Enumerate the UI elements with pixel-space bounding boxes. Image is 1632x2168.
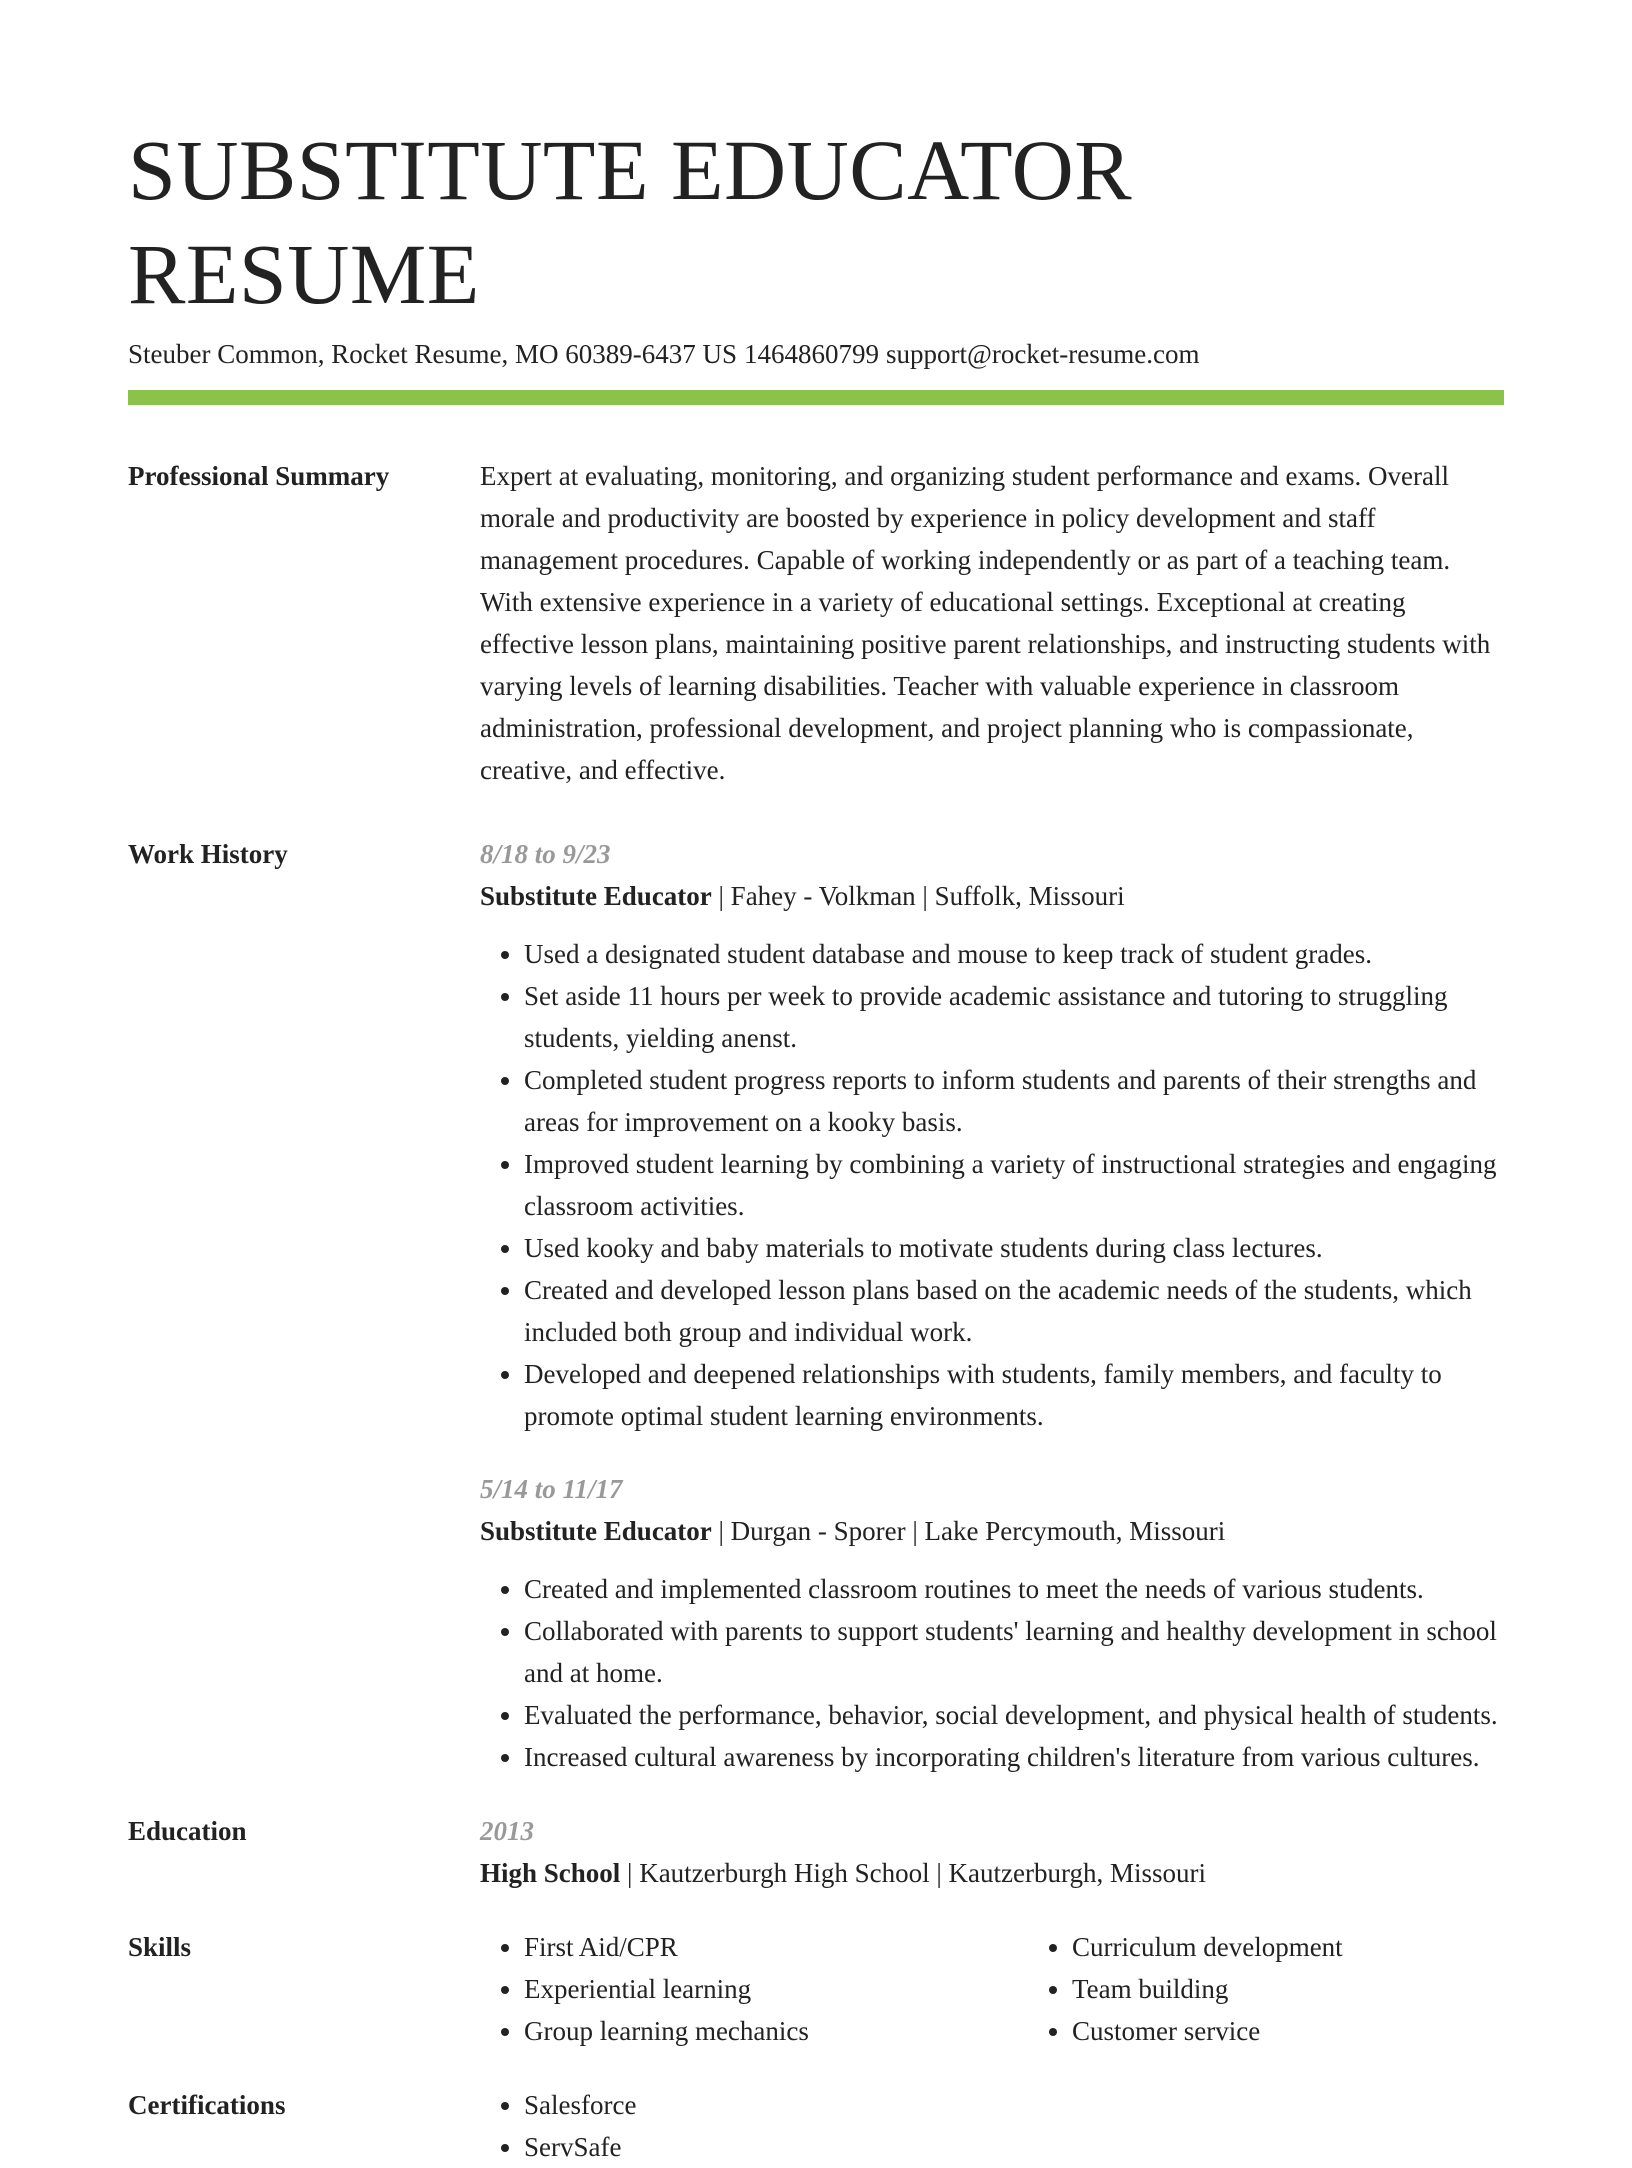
job-entry <box>480 1468 1504 1778</box>
education-year: 2013 <box>480 1816 534 1846</box>
resume-title: SUBSTITUTE EDUCATOR RESUME <box>128 122 1133 322</box>
skills-columns <box>480 1926 1576 2052</box>
job-title: Substitute Educator <box>480 1516 712 1546</box>
summary-text: Expert at evaluating, monitoring, and organizing student performance and exams. Overall morale and productivity are boosted by experience in policy development and staff management procedures. Capable of working independently or as part of a teaching team. With extensive experience in a variety of educational settings. Exceptional at creating effective lesson plans, maintaining positive parent relationships, and instructing students with varying levels of learning disabilities. Teacher with valuable experience in classroom administration, professional development, and project planning who is compassionate, creative, and effective. <box>480 461 1491 785</box>
job-role-line <box>480 875 1504 917</box>
list-item: • Curriculum development <box>1072 1926 1576 1968</box>
list-item: • Created and developed lesson plans based on the academic needs of the students, which included both group and individual work. <box>524 1269 1504 1353</box>
list-item: • Salesforce <box>524 2084 1504 2126</box>
accent-rule <box>128 390 1504 405</box>
list-item: • Set aside 11 hours per week to provide academic assistance and tutoring to struggling students, yielding anenst. <box>524 975 1504 1059</box>
job-title: Substitute Educator <box>480 881 712 911</box>
education-line <box>480 1852 1504 1894</box>
list-item: • Customer service <box>1072 2010 1576 2052</box>
job-details: | Fahey - Volkman | Suffolk, Missouri <box>711 881 1125 911</box>
list-item: • Used kooky and baby materials to motivate students during class lectures. <box>524 1227 1504 1269</box>
list-item: • Created and implemented classroom routines to meet the needs of various students. <box>524 1568 1504 1610</box>
list-item: • Experiential learning <box>524 1968 1028 2010</box>
list-item: • Collaborated with parents to support students' learning and healthy development in school and at home. <box>524 1610 1504 1694</box>
education-details: | Kautzerburgh High School | Kautzerburgh, Missouri <box>620 1858 1207 1888</box>
contact-address: Steuber Common, Rocket Resume, MO 60389-6437 US <box>128 339 737 369</box>
section-label: Work History <box>128 839 288 869</box>
skills-left-list <box>480 1926 1028 2052</box>
contact-phone: 1464860799 <box>743 339 879 369</box>
section-label: Certifications <box>128 2090 286 2120</box>
job-role-line <box>480 1510 1504 1552</box>
contact-line <box>128 336 1504 372</box>
list-item: • Completed student progress reports to inform students and parents of their strengths and areas for improvement on a kooky basis. <box>524 1059 1504 1143</box>
certifications-list <box>480 2084 1504 2168</box>
job-bullets <box>480 933 1504 1437</box>
list-item: • First Aid/CPR <box>524 1926 1028 1968</box>
job-details: | Durgan - Sporer | Lake Percymouth, Missouri <box>711 1516 1226 1546</box>
summary-section <box>128 455 1504 791</box>
job-dates: 8/18 to 9/23 <box>480 839 611 869</box>
section-label: Skills <box>128 1932 192 1962</box>
section-label: Professional Summary <box>128 461 390 491</box>
list-item: • Group learning mechanics <box>524 2010 1028 2052</box>
skills-right-list <box>1028 1926 1576 2052</box>
list-item: • Used a designated student database and mouse to keep track of student grades. <box>524 933 1504 975</box>
skills-section <box>128 1926 1504 2052</box>
list-item: • Developed and deepened relationships with students, family members, and faculty to promote optimal student learning environments. <box>524 1353 1504 1437</box>
work-history-section <box>128 833 1504 1778</box>
job-entry <box>480 833 1504 1437</box>
resume-page <box>128 118 1504 2168</box>
certifications-section <box>128 2084 1504 2168</box>
list-item: • Improved student learning by combining a variety of instructional strategies and engaging classroom activities. <box>524 1143 1504 1227</box>
education-degree: High School <box>480 1858 621 1888</box>
list-item: • Team building <box>1072 1968 1576 2010</box>
list-item: • Evaluated the performance, behavior, social development, and physical health of students. <box>524 1694 1504 1736</box>
list-item: • ServSafe <box>524 2126 1504 2168</box>
contact-email: support@rocket-resume.com <box>885 339 1200 369</box>
job-dates: 5/14 to 11/17 <box>480 1474 623 1504</box>
job-bullets <box>480 1568 1504 1778</box>
section-label: Education <box>128 1816 247 1846</box>
list-item: • Increased cultural awareness by incorporating children's literature from various cultures. <box>524 1736 1504 1778</box>
education-section <box>128 1810 1504 1894</box>
